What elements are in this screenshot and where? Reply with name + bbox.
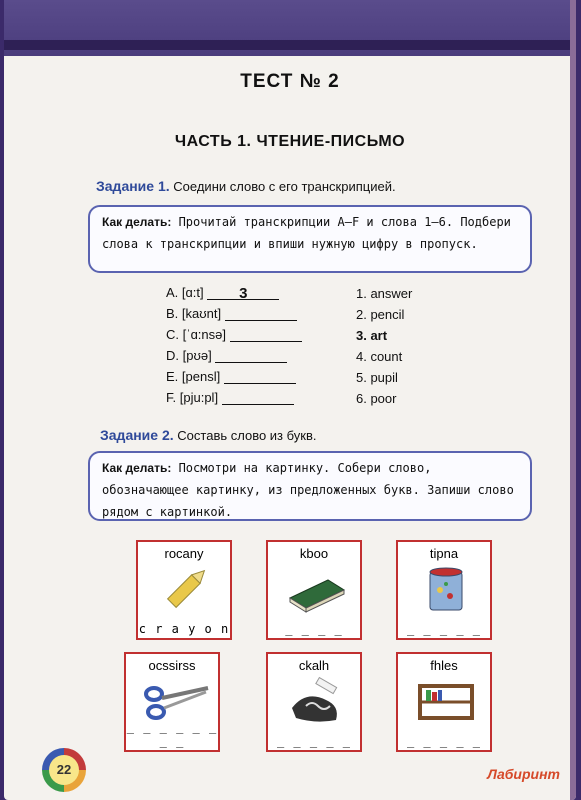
word-card: [136, 540, 232, 640]
answer-blank[interactable]: 3: [207, 285, 279, 300]
answer-blank[interactable]: [225, 306, 297, 321]
task1-instructions: [88, 205, 532, 273]
transcription-row: A. [ɑ:t] 3: [166, 285, 279, 306]
scrambled-word: kboo: [299, 546, 329, 561]
word-item: 5. pupil: [356, 370, 398, 385]
word-item: 6. poor: [356, 391, 397, 406]
word-card: [124, 652, 220, 752]
task1-label: Задание 1.: [96, 178, 170, 194]
page-edge: [570, 0, 576, 800]
word-item: 4. count: [356, 349, 403, 364]
answer-blank[interactable]: [230, 327, 302, 342]
answer-line[interactable]: _ _ _ _: [285, 622, 343, 636]
word-card: [396, 540, 492, 640]
task2-how-label: Как делать:: [102, 461, 172, 475]
scrambled-word: ocssirss: [148, 658, 196, 673]
answer-line[interactable]: _ _ _ _ _: [406, 734, 482, 748]
task1-text: Соедини слово с его транскрипцией.: [173, 179, 396, 194]
paint-can-icon: [416, 564, 476, 614]
shelf-icon: [416, 676, 476, 726]
word-item: 3. art: [356, 328, 388, 343]
task2-text: Составь слово из букв.: [177, 428, 317, 443]
task1-heading: [96, 178, 396, 194]
transcription-row: E. [pensl]: [166, 369, 296, 390]
section-title: ЧАСТЬ 1. ЧТЕНИЕ-ПИСЬМО: [174, 133, 406, 150]
transcription-row: D. [pʊə]: [166, 348, 287, 369]
word-item: 1. answer: [356, 286, 413, 301]
word-card: [396, 652, 492, 752]
answer-line[interactable]: _ _ _ _ _ _ _ _: [126, 720, 218, 748]
answer-line[interactable]: _ _ _ _ _: [276, 734, 352, 748]
scissors-icon: [144, 676, 214, 726]
transcription-row: B. [kaʊnt]: [166, 306, 297, 327]
task1-how-label: Как делать:: [102, 215, 172, 229]
chalk-icon: [286, 676, 346, 726]
workbook-page: [4, 0, 576, 800]
scrambled-word: tipna: [429, 546, 459, 561]
task2-how-text: Посмотри на картинку. Собери слово, обозначающее картинку, из предложенных букв. Запиши слово рядом с картинкой.: [102, 461, 514, 519]
book-icon: [286, 564, 346, 614]
watermark: Лабиринт: [487, 766, 560, 782]
scrambled-word: fhles: [430, 658, 458, 673]
answer-line[interactable]: c r a y o n: [138, 622, 230, 636]
scrambled-word: rocany: [164, 546, 204, 561]
task2-heading: [100, 427, 317, 443]
crayon-icon: [156, 564, 216, 614]
task1-how-text: Прочитай транскрипции A–F и слова 1–6. Подбери слова к транскрипции и впиши нужную цифру в пропуск.: [102, 215, 511, 251]
task2-label: Задание 2.: [100, 427, 174, 443]
answer-blank[interactable]: [215, 348, 287, 363]
answer-blank[interactable]: [224, 369, 296, 384]
word-item: 2. pencil: [356, 307, 405, 322]
answer-line[interactable]: _ _ _ _ _: [406, 622, 482, 636]
task2-instructions: [88, 451, 532, 521]
answer-blank[interactable]: [222, 390, 294, 405]
scrambled-word: ckalh: [298, 658, 330, 673]
page-title: ТЕСТ № 2: [240, 71, 340, 92]
page-number: 22: [49, 755, 79, 785]
top-band: [4, 0, 576, 56]
word-card: [266, 540, 362, 640]
word-card: [266, 652, 362, 752]
transcription-row: F. [pju:pl]: [166, 390, 294, 411]
page-number-badge: [42, 748, 86, 792]
transcription-row: C. [ˈɑ:nsə]: [166, 327, 302, 348]
